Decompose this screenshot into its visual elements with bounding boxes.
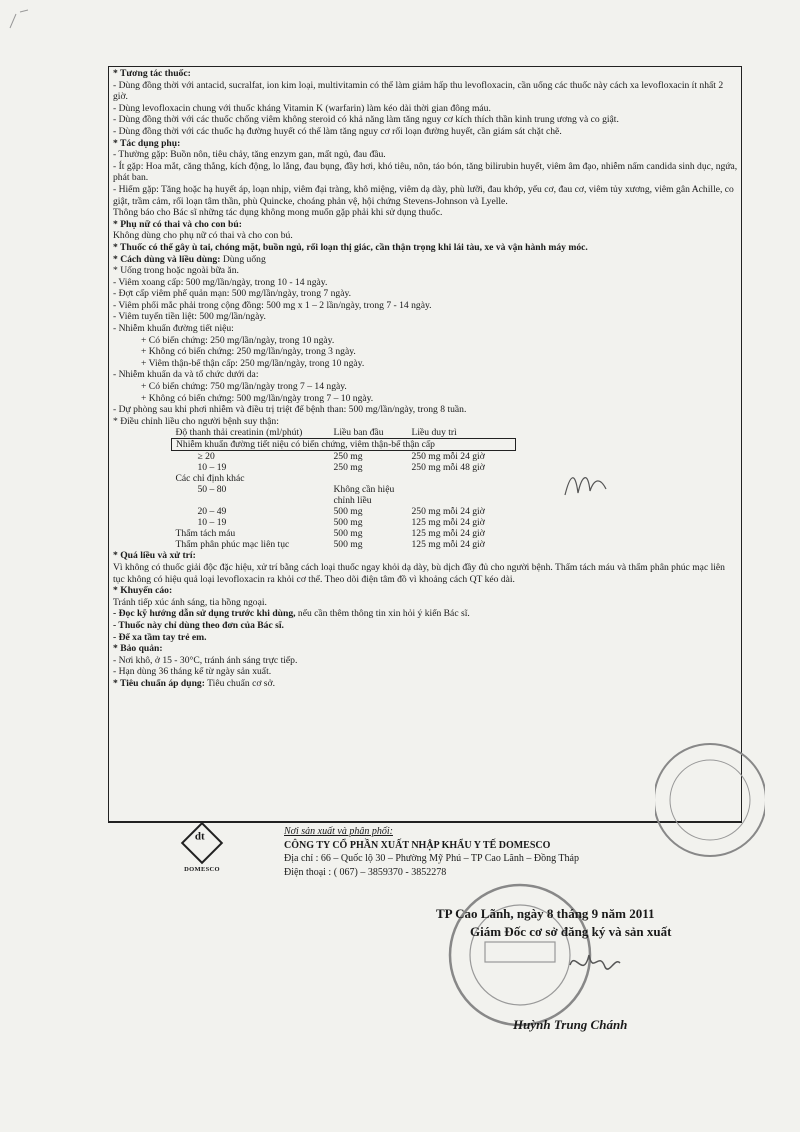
sections2-line: Vì không có thuốc giải độc đặc hiệu, xử trí bằng cách loại thuốc ngay khỏi dạ dày, bù dịch đầy đủ cho người bệnh. Thẩm tách máu và thẩm phân phúc mạc liên tục không có hiệu quả loại levofloxacin ra khỏi cơ thể. Theo dõi điện tâm đồ vì khoảng cách QT kéo dài. bbox=[113, 562, 725, 585]
company-phone: Điện thoại : ( 067) – 3859370 - 3852278 bbox=[284, 866, 447, 878]
sections-line: - Nhiễm khuẩn da và tổ chức dưới da: bbox=[113, 369, 259, 381]
document-body bbox=[113, 68, 738, 690]
table-cell: 250 mg bbox=[333, 451, 363, 463]
table-cell: 10 – 19 bbox=[197, 462, 227, 474]
table-row bbox=[172, 451, 516, 463]
sections2-bold: - Thuốc này chỉ dùng theo đơn của Bác sĩ. bbox=[113, 619, 284, 631]
table-cell: Không cần hiệu chỉnh liều bbox=[333, 484, 395, 507]
header-initial-dose: Liều ban đầu bbox=[330, 427, 408, 439]
sections2-heading bbox=[113, 678, 738, 690]
renal-dose-table bbox=[171, 427, 516, 550]
table-cell: Thẩm tách máu bbox=[175, 528, 236, 540]
sections2-heading bbox=[113, 585, 738, 597]
sections-line: - Thường gặp: Buồn nôn, tiêu chảy, tăng enzym gan, mất ngủ, đau đầu. bbox=[113, 149, 386, 161]
sections2-boldline bbox=[113, 608, 738, 620]
table-cell: 250 mg bbox=[333, 462, 363, 474]
table-row bbox=[172, 539, 516, 550]
sections2-heading bbox=[113, 643, 738, 655]
sections2-heading-text: * Tiêu chuẩn áp dụng: bbox=[113, 677, 205, 689]
instruction-sections-part2 bbox=[113, 550, 738, 689]
domesco-logo bbox=[170, 828, 234, 874]
handwritten-initial-icon bbox=[560, 465, 620, 505]
header-clearance: Độ thanh thải creatinin (ml/phút) bbox=[172, 427, 330, 439]
sections-line: - Dùng đồng thời với các thuốc chống viêm không steroid có khả năng làm tăng nguy cơ kích thích thần kinh trung ương và co giật. bbox=[113, 114, 619, 126]
sections-heading bbox=[113, 254, 738, 266]
table-row bbox=[172, 462, 516, 473]
sections-ind2: + Có biến chứng: 750 mg/lần/ngày trong 7 – 14 ngày. bbox=[141, 381, 347, 393]
sections-heading-text: * Phụ nữ có thai và cho con bú: bbox=[113, 218, 242, 230]
sections2-line: - Hạn dùng 36 tháng kể từ ngày sản xuất. bbox=[113, 666, 272, 678]
sections-ind2: + Không có biến chứng: 250 mg/lần/ngày, trong 3 ngày. bbox=[141, 346, 356, 358]
sections-ind2: + Viêm thận-bể thận cấp: 250 mg/lần/ngày, trong 10 ngày. bbox=[141, 357, 365, 369]
sections-line: - Dự phòng sau khi phơi nhiễm và điều trị triệt để bệnh than: 500 mg/lần/ngày, trong 8 tuần. bbox=[113, 404, 467, 416]
sections-heading-text: * Tác dụng phụ: bbox=[113, 137, 181, 149]
sections2-heading-rest: nếu cần thêm thông tin xin hỏi ý kiến Bác sĩ. bbox=[295, 608, 470, 620]
company-address: Địa chỉ : 66 – Quốc lộ 30 – Phường Mỹ Phú – TP Cao Lãnh – Đồng Tháp bbox=[284, 853, 579, 864]
sections2-bold: - Để xa tầm tay trẻ em. bbox=[113, 631, 207, 643]
table-cell: 250 mg mỗi 48 giờ bbox=[411, 462, 485, 474]
table-cell: 125 mg mỗi 24 giờ bbox=[411, 528, 485, 540]
table-cell: 500 mg bbox=[333, 517, 363, 529]
sections-line: - Nhiễm khuẩn đường tiết niệu: bbox=[113, 323, 234, 335]
table-row bbox=[172, 506, 516, 517]
group1-title: Nhiễm khuẩn đường tiết niệu có biến chứng, viêm thận-bể thận cấp bbox=[172, 439, 516, 451]
table-cell: ≥ 20 bbox=[197, 451, 215, 463]
sections-line: Thông báo cho Bác sĩ những tác dụng không mong muốn gặp phải khi sử dụng thuốc. bbox=[113, 207, 443, 219]
table-cell: 125 mg mỗi 24 giờ bbox=[411, 539, 485, 551]
company-stamp-partial-icon bbox=[655, 735, 765, 865]
table-row bbox=[172, 528, 516, 539]
table-cell: 20 – 49 bbox=[197, 506, 227, 518]
signature-scribble-icon bbox=[565, 945, 625, 985]
table-group-row bbox=[172, 473, 516, 484]
header-maintenance-dose: Liều duy trì bbox=[408, 427, 516, 439]
producer-info bbox=[284, 825, 579, 879]
sections-bold: * Thuốc có thể gây ù tai, chóng mặt, buồn ngủ, rối loạn thị giác, cần thận trọng khi lái tàu, xe và vận hành máy móc. bbox=[113, 241, 588, 253]
table-cell: 500 mg bbox=[333, 539, 363, 551]
signature-title: Giám Đốc cơ sở đăng ký và sản xuất bbox=[470, 924, 672, 939]
sections2-line: - Nơi khô, ở 15 - 30°C, tránh ánh sáng trực tiếp. bbox=[113, 654, 298, 666]
signer-name: Huỳnh Trung Chánh bbox=[513, 1017, 628, 1032]
sections-heading-text: * Cách dùng và liều dùng: bbox=[113, 253, 221, 265]
signature-date: TP Cao Lãnh, ngày 8 tháng 9 năm 2011 bbox=[436, 906, 655, 921]
sections2-line: Tránh tiếp xúc ánh sáng, tia hồng ngoại. bbox=[113, 596, 267, 608]
sections-line: - Dùng đồng thời với antacid, sucralfat, ion kim loại, multivitamin có thể làm giảm hấp thu levofloxacin, cần uống các thuốc này cách xa levofloxacin ít nhất 2 giờ. bbox=[113, 79, 724, 103]
sections-line: * Uống trong hoặc ngoài bữa ăn. bbox=[113, 265, 239, 277]
sections-line: - Ít gặp: Hoa mắt, căng thẳng, kích động, lo lắng, đau bụng, đầy hơi, khó tiêu, nôn, táo bón, tăng bilirubin huyết, viêm âm đạo, nhiễm nấm candida sinh dục, ngứa, phát ban. bbox=[113, 160, 738, 184]
table-cell: 500 mg bbox=[333, 506, 363, 518]
logo-text: DOMESCO bbox=[184, 866, 220, 873]
group2-title: Các chỉ định khác bbox=[175, 473, 245, 485]
sections-heading bbox=[113, 68, 738, 80]
sections2-heading-text: * Khuyến cáo: bbox=[113, 585, 173, 597]
sections2-heading-text: * Quá liều và xử trí: bbox=[113, 550, 196, 562]
sections-line: - Hiếm gặp: Tăng hoặc hạ huyết áp, loạn nhịp, viêm đại tràng, khô miệng, viêm dạ dày, phù lưỡi, đau khớp, yếu cơ, đau cơ, viêm tủy xương, viêm gân Achille, co giật, trầm cảm, rối loạn tâm thần, phù Quincke, choáng phản vệ, hội chứng Stevens-Johnson và Lyelle. bbox=[113, 183, 734, 207]
sections-heading bbox=[113, 138, 738, 150]
sections2-heading-rest: Tiêu chuẩn cơ sở. bbox=[204, 677, 276, 689]
company-name: CÔNG TY CỔ PHẦN XUẤT NHẬP KHẨU Y TẾ DOMESCO bbox=[284, 839, 551, 851]
table-header-row bbox=[172, 427, 516, 439]
table-cell: 500 mg bbox=[333, 528, 363, 540]
producer-label: Nơi sản xuất và phân phối: bbox=[284, 826, 393, 837]
instruction-sections-part1 bbox=[113, 68, 738, 427]
table-cell: 50 – 80 bbox=[197, 484, 227, 496]
sections-line: - Viêm phổi mắc phải trong cộng đồng: 500 mg x 1 – 2 lần/ngày, trong 7 - 14 ngày. bbox=[113, 299, 432, 311]
sections2-heading-text: * Bảo quản: bbox=[113, 643, 163, 655]
sections-line: - Đợt cấp viêm phế quản mạn: 500 mg/lần/ngày, trong 7 ngày. bbox=[113, 288, 352, 300]
signature-block bbox=[436, 905, 671, 941]
sections-line: * Điều chỉnh liều cho người bệnh suy thận: bbox=[113, 415, 279, 427]
table-cell: Thẩm phân phúc mạc liên tục bbox=[175, 539, 290, 551]
sections-heading bbox=[113, 219, 738, 231]
sections-line: - Dùng levofloxacin chung với thuốc kháng Vitamin K (warfarin) làm kéo dài thời gian đông máu. bbox=[113, 102, 491, 114]
table-row bbox=[172, 484, 516, 506]
sections-line: - Dùng đồng thời với các thuốc hạ đường huyết có thể làm tăng nguy cơ rối loạn đường huyết, cần giám sát chặt chẽ. bbox=[113, 125, 562, 137]
table-cell: 125 mg mỗi 24 giờ bbox=[411, 517, 485, 529]
sections-line: - Viêm xoang cấp: 500 mg/lần/ngày, trong 10 - 14 ngày. bbox=[113, 276, 328, 288]
sections2-heading bbox=[113, 550, 738, 562]
table-group-row bbox=[172, 439, 516, 451]
sections-line: - Viêm tuyến tiền liệt: 500 mg/lần/ngày. bbox=[113, 311, 266, 323]
table-cell bbox=[408, 484, 516, 506]
table-row bbox=[172, 517, 516, 528]
scan-corner-mark bbox=[8, 8, 38, 43]
sections-heading-rest: Dùng uống bbox=[220, 253, 266, 265]
table-cell: 250 mg mỗi 24 giờ bbox=[411, 506, 485, 518]
sections-line: Không dùng cho phụ nữ có thai và cho con bú. bbox=[113, 230, 293, 242]
sections-ind2: + Có biến chứng: 250 mg/lần/ngày, trong 10 ngày. bbox=[141, 334, 335, 346]
sections-heading-text: * Tương tác thuốc: bbox=[113, 68, 191, 79]
logo-icon: dt bbox=[181, 822, 223, 864]
sections2-heading-text: - Đọc kỹ hướng dẫn sử dụng trước khi dùng, bbox=[113, 608, 296, 620]
sections-ind2: + Không có biến chứng: 500 mg/lần/ngày trong 7 – 10 ngày. bbox=[141, 392, 374, 404]
table-cell: 10 – 19 bbox=[197, 517, 227, 529]
table-cell: 250 mg mỗi 24 giờ bbox=[411, 451, 485, 463]
